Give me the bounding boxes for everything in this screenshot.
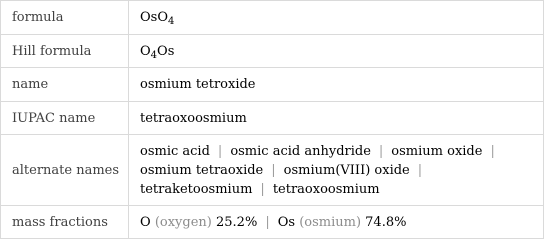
name-value: osmium tetroxide [129,68,544,102]
row-label-name: name [1,68,129,102]
separator: | [378,143,384,159]
mass-symbol: O [140,214,151,230]
mass-percent: 25.2% [216,214,258,230]
alternate-names-value [129,135,544,206]
row-label-formula: formula [1,1,129,35]
iupac-name-value: tetraoxoosmium [129,102,544,135]
row-label-alternate-names: alternate names [1,135,129,206]
separator: | [217,143,223,159]
alternate-name-item: osmium(VIII) oxide [283,162,410,178]
alternate-name-item: tetraketoosmium [140,181,253,197]
alternate-name-item: osmium oxide [391,143,483,159]
row-label-mass-fractions: mass fractions [1,206,129,239]
formula-subscript: 4 [168,16,175,27]
table-row-iupac-name [1,102,544,135]
table-row-hill-formula [1,35,544,68]
formula-value [129,1,544,35]
mass-symbol: Os [277,214,296,230]
mass-fractions-value [129,206,544,239]
alternate-names-list [140,141,535,200]
table-row-alternate-names [1,135,544,206]
alternate-name-item: tetraoxoosmium [272,181,380,197]
table-row-mass-fractions [1,206,544,239]
formula-main: OsO [140,10,168,25]
hill-tail: Os [157,43,175,59]
alternate-name-item: osmium tetraoxide [140,162,264,178]
mass-percent: 74.8% [365,214,407,230]
alternate-name-item: osmic acid anhydride [230,143,371,159]
hill-subscript: 4 [150,49,158,61]
separator: | [271,162,276,178]
separator: | [260,181,265,197]
alternate-name-item: osmic acid [140,143,210,159]
table-row-name [1,68,544,102]
mass-element-name: (oxygen) [154,214,212,230]
row-label-hill-formula: Hill formula [1,35,129,68]
hill-formula-value [129,35,544,68]
row-label-iupac-name: IUPAC name [1,102,129,135]
mass-element-name: (osmium) [299,214,362,230]
hill-main: O [140,43,151,59]
table-row-formula [1,1,544,35]
separator: | [417,162,423,178]
separator: | [265,214,270,230]
separator: | [490,143,495,159]
